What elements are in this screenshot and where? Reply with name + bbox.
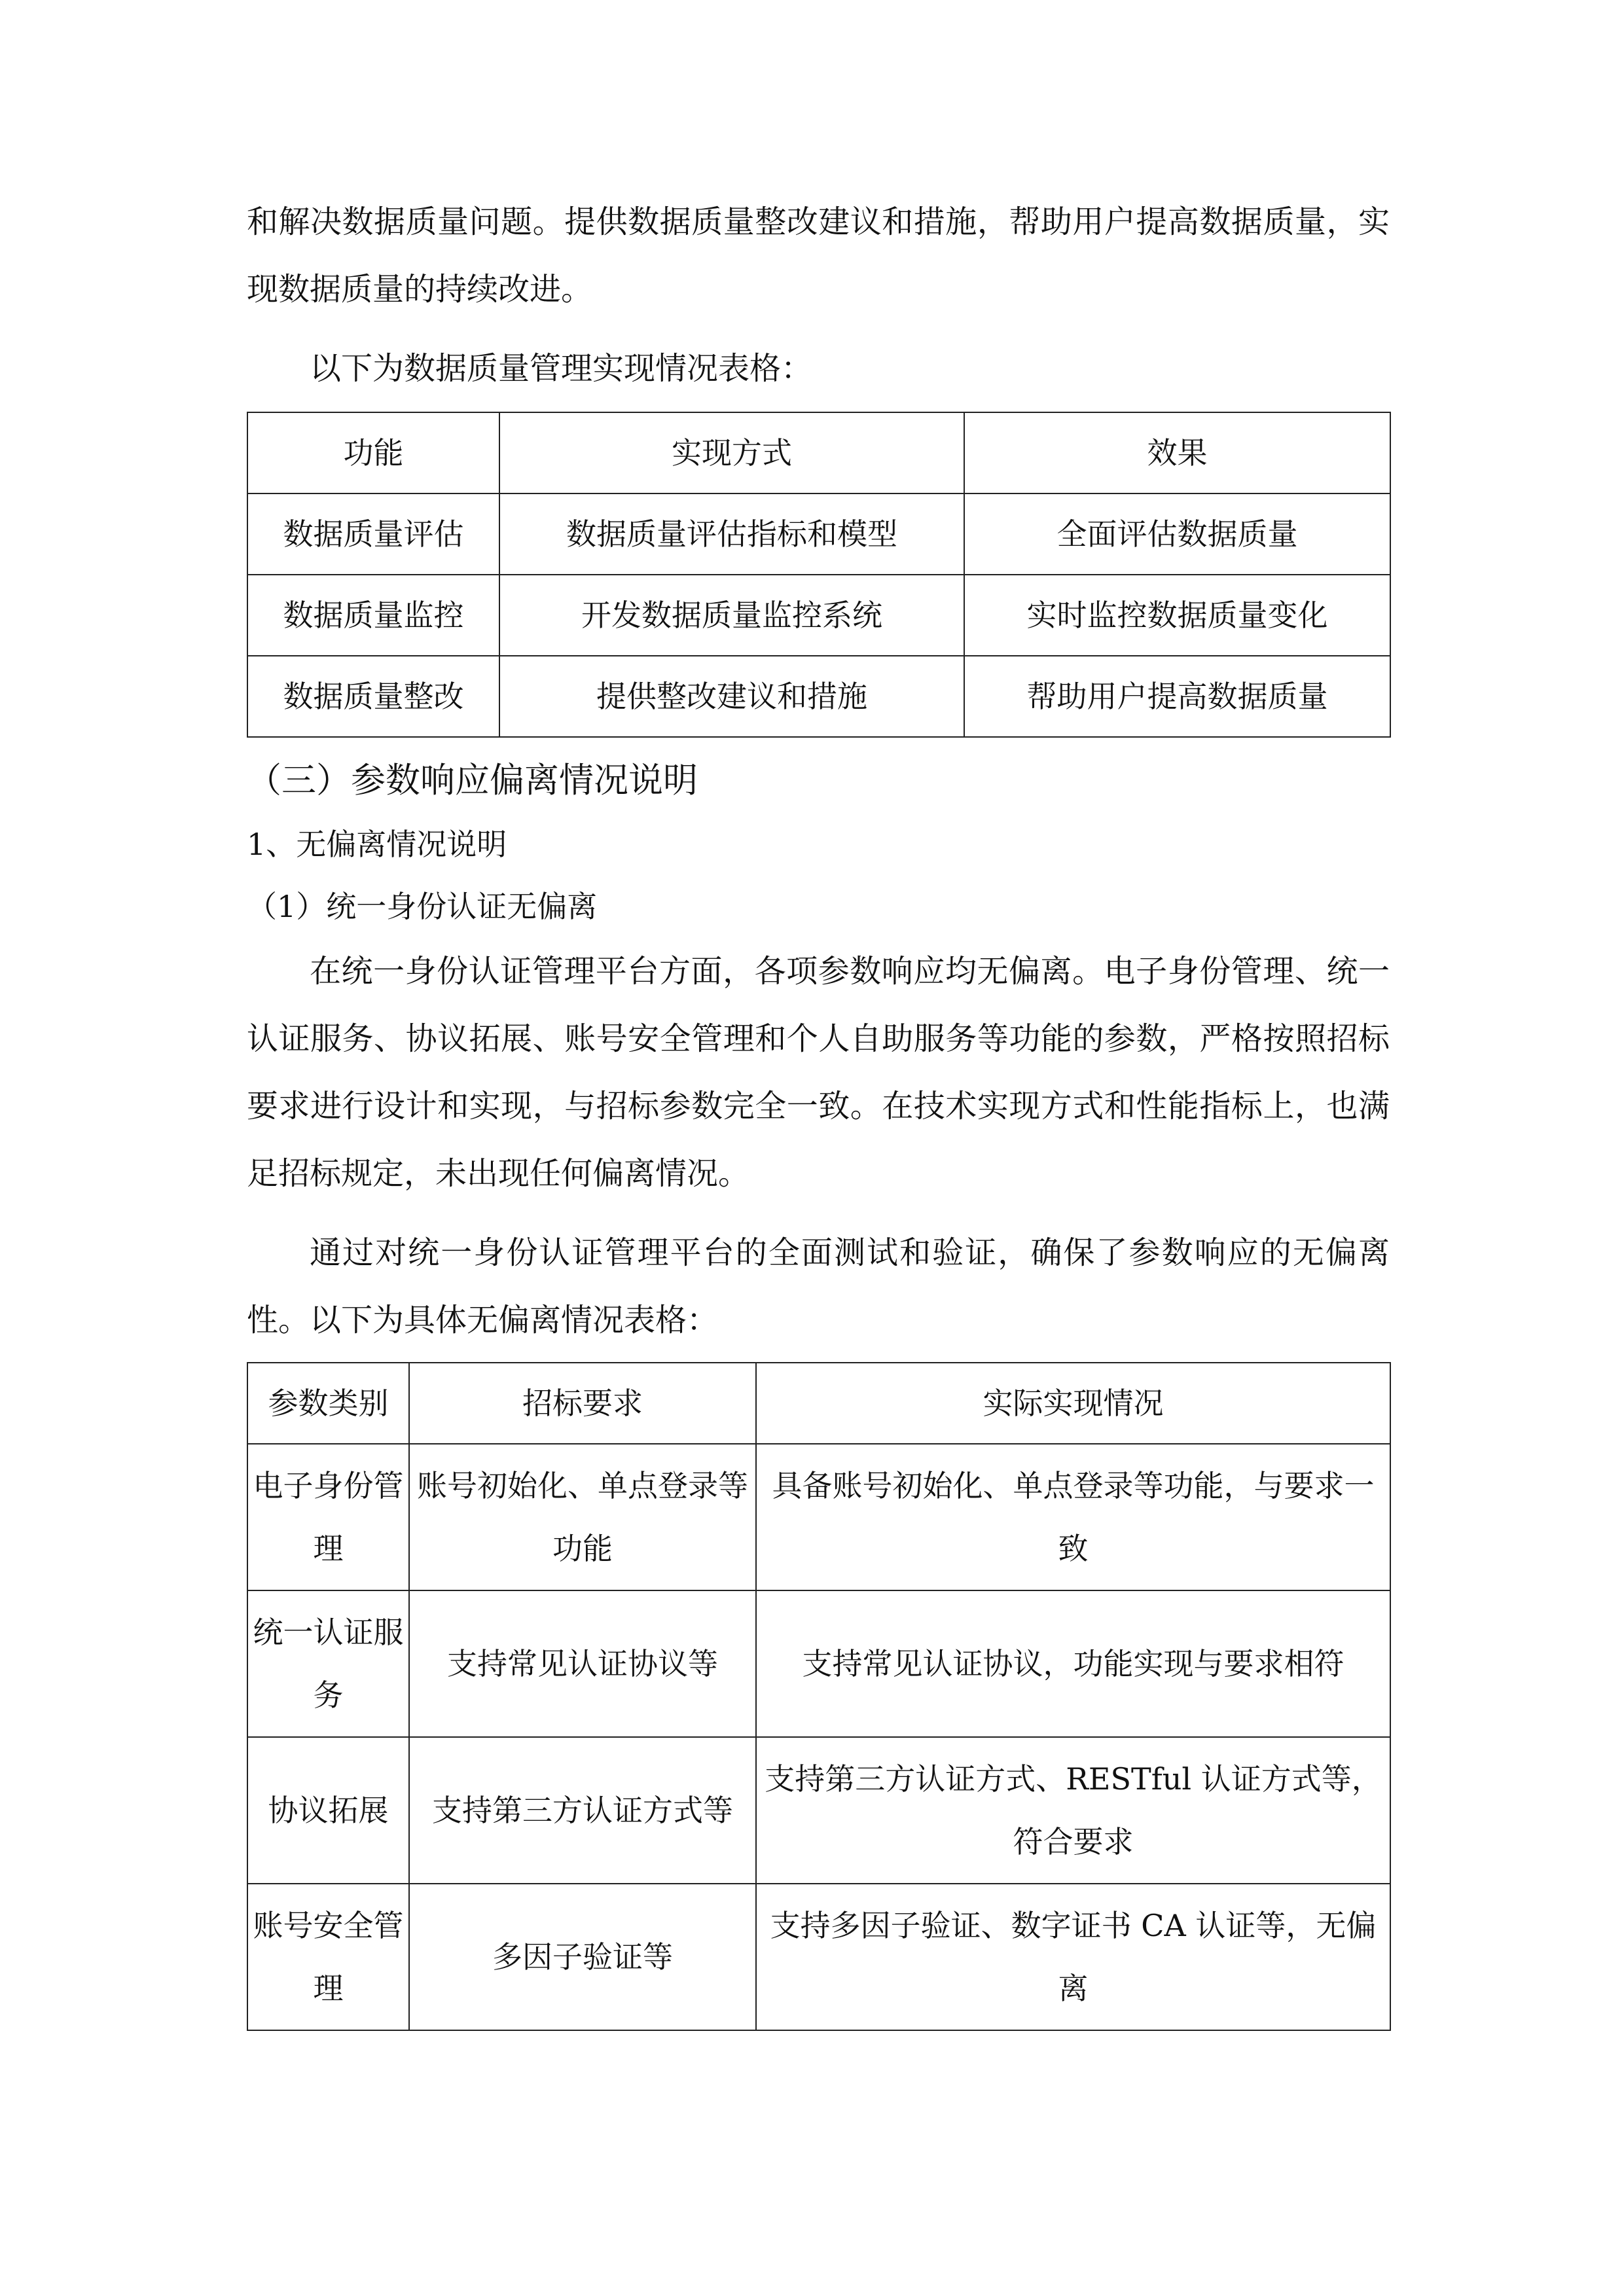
table-cell: 数据质量监控 <box>247 575 499 656</box>
table-cell: 支持常见认证协议，功能实现与要求相符 <box>756 1590 1390 1737</box>
table-cell: 实时监控数据质量变化 <box>964 575 1390 656</box>
table-row <box>247 1737 1390 1884</box>
table-header-cell: 招标要求 <box>409 1363 756 1444</box>
no-deviation-table <box>247 1362 1391 2031</box>
table-cell: 支持第三方认证方式等 <box>409 1737 756 1884</box>
intro-paragraph: 和解决数据质量问题。提供数据质量整改建议和措施，帮助用户提高数据质量，实现数据质量的持续改进。 <box>247 204 1390 308</box>
table-row <box>247 493 1390 575</box>
table-header-row <box>247 1363 1390 1444</box>
body-paragraph: 在统一身份认证管理平台方面，各项参数响应均无偏离。电子身份管理、统一认证服务、协议拓展、账号安全管理和个人自助服务等功能的参数，严格按照招标要求进行设计和实现，与招标参数完全一致。在技术实现方式和性能指标上，也满足招标规定，未出现任何偏离情况。 <box>247 953 1390 1192</box>
table-cell: 提供整改建议和措施 <box>499 656 964 737</box>
data-quality-table <box>247 412 1391 738</box>
table-cell: 账号安全管理 <box>247 1884 409 2030</box>
table-row <box>247 656 1390 737</box>
table-header-cell: 实际实现情况 <box>756 1363 1390 1444</box>
body-paragraph: 通过对统一身份认证管理平台的全面测试和验证，确保了参数响应的无偏离性。以下为具体无偏离情况表格： <box>247 1234 1390 1338</box>
table1-intro-paragraph: 以下为数据质量管理实现情况表格： <box>310 350 813 387</box>
table-cell: 支持常见认证协议等 <box>409 1590 756 1737</box>
table-header-cell: 功能 <box>247 412 499 493</box>
table-header-cell: 效果 <box>964 412 1390 493</box>
table-row <box>247 1884 1390 2030</box>
table-cell: 支持多因子验证、数字证书 CA 认证等，无偏离 <box>756 1884 1390 2030</box>
table-row <box>247 1590 1390 1737</box>
subsection-heading: 1、无偏离情况说明 <box>247 827 507 862</box>
table-cell: 具备账号初始化、单点登录等功能，与要求一致 <box>756 1444 1390 1590</box>
table-header-cell: 参数类别 <box>247 1363 409 1444</box>
table-cell: 账号初始化、单点登录等功能 <box>409 1444 756 1590</box>
table-cell: 数据质量整改 <box>247 656 499 737</box>
section-heading: （三）参数响应偏离情况说明 <box>247 761 698 800</box>
table-cell: 统一认证服务 <box>247 1590 409 1737</box>
subsubsection-heading: （1）统一身份认证无偏离 <box>247 889 598 924</box>
page-content <box>247 188 1390 2031</box>
table-header-cell: 实现方式 <box>499 412 964 493</box>
table-cell: 数据质量评估指标和模型 <box>499 493 964 575</box>
table-cell: 多因子验证等 <box>409 1884 756 2030</box>
table-cell: 开发数据质量监控系统 <box>499 575 964 656</box>
table-row <box>247 575 1390 656</box>
table-cell: 帮助用户提高数据质量 <box>964 656 1390 737</box>
table-cell: 电子身份管理 <box>247 1444 409 1590</box>
table-cell: 数据质量评估 <box>247 493 499 575</box>
table-row <box>247 1444 1390 1590</box>
table-cell: 全面评估数据质量 <box>964 493 1390 575</box>
table-cell: 支持第三方认证方式、RESTful 认证方式等，符合要求 <box>756 1737 1390 1884</box>
table-header-row <box>247 412 1390 493</box>
table-cell: 协议拓展 <box>247 1737 409 1884</box>
